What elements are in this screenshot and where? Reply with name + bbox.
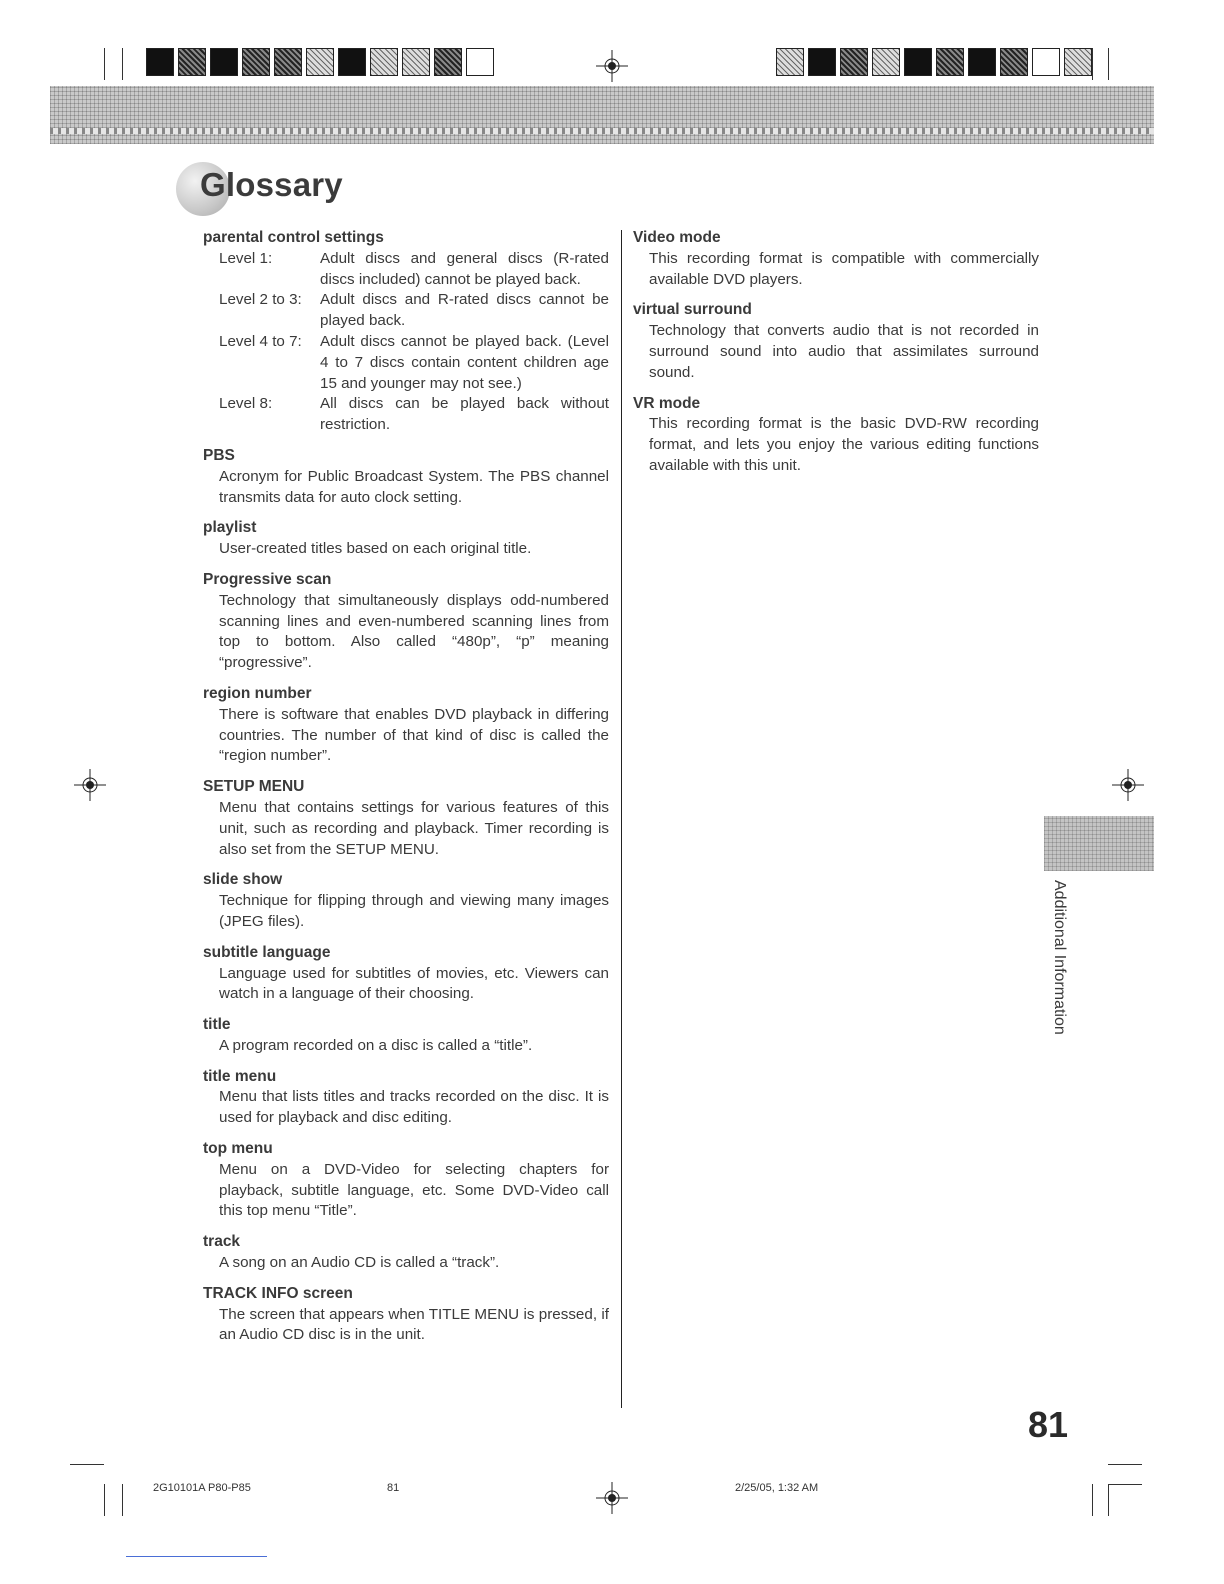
bottom-rule — [126, 1556, 267, 1557]
crop-mark — [70, 1464, 104, 1465]
level-text: Adult discs cannot be played back. (Level 4 to 7 discs contain content children age 15 and younger may not see.) — [320, 332, 609, 392]
registration-mark-icon — [594, 1480, 630, 1516]
level-row — [203, 290, 609, 332]
crop-mark — [104, 48, 105, 80]
glossary-term: virtual surround — [633, 301, 752, 319]
glossary-term: region number — [203, 684, 312, 702]
color-bar-left — [146, 48, 494, 74]
glossary-entry — [203, 1284, 609, 1346]
glossary-term: playlist — [203, 519, 257, 537]
registration-mark-icon — [594, 48, 630, 84]
glossary-definition: Menu that contains settings for various features of this unit, such as recording and playback. Timer recording is also set from the SETUP MENU. — [219, 798, 609, 858]
glossary-entry — [203, 870, 609, 932]
glossary-term: SETUP MENU — [203, 778, 305, 796]
glossary-term: Video mode — [633, 229, 721, 246]
side-tab-box — [1044, 816, 1154, 871]
glossary-term: parental control settings — [203, 229, 384, 246]
level-text: Adult discs and R-rated discs cannot be played back. — [320, 291, 609, 330]
glossary-entry — [203, 1015, 609, 1057]
level-label: Level 2 to 3: — [219, 291, 302, 309]
crop-mark — [122, 1484, 123, 1516]
glossary-term: PBS — [203, 446, 235, 464]
glossary-entry — [203, 1139, 609, 1222]
header-band — [50, 86, 1154, 144]
color-bar-right — [776, 48, 1092, 74]
glossary-entry — [633, 228, 1039, 290]
glossary-right-column — [633, 228, 1039, 487]
footer-timestamp: 2/25/05, 1:32 AM — [735, 1482, 819, 1494]
glossary-term: slide show — [203, 871, 283, 889]
glossary-definition: Menu that lists titles and tracks recorded on the disc. It is used for playback and disc editing. — [219, 1088, 609, 1127]
glossary-definition: Acronym for Public Broadcast System. The PBS channel transmits data for auto clock setting. — [219, 467, 609, 506]
level-row — [203, 332, 609, 394]
crop-mark — [104, 1484, 105, 1516]
crop-mark — [1092, 1484, 1093, 1516]
glossary-definition: A program recorded on a disc is called a “title”. — [219, 1036, 533, 1054]
glossary-term: title — [203, 1016, 231, 1034]
glossary-term: title menu — [203, 1067, 277, 1085]
crop-mark — [122, 48, 123, 80]
glossary-definition: Technique for flipping through and viewing many images (JPEG files). — [219, 892, 609, 930]
glossary-entry — [203, 1067, 609, 1129]
header-band-stripe — [50, 128, 1154, 134]
column-divider — [621, 230, 622, 1408]
registration-mark-icon — [1110, 767, 1146, 803]
glossary-term: track — [203, 1233, 241, 1251]
level-row — [203, 249, 609, 291]
crop-mark — [1108, 1484, 1142, 1485]
glossary-definition: This recording format is the basic DVD-RW recording format, and lets you enjoy the various editing functions available with this unit. — [649, 415, 1039, 474]
glossary-term: subtitle language — [203, 943, 331, 961]
level-text: Adult discs and general discs (R-rated discs included) cannot be played back. — [320, 249, 609, 288]
crop-mark — [1092, 48, 1093, 80]
level-label: Level 1: — [219, 249, 273, 267]
glossary-entry — [203, 943, 609, 1005]
glossary-definition: There is software that enables DVD playback in differing countries. The number of that kind of disc is called the “region number”. — [219, 705, 609, 765]
glossary-left-column — [203, 228, 609, 1356]
glossary-term: Progressive scan — [203, 570, 332, 588]
crop-mark — [1108, 1464, 1142, 1465]
glossary-definition: Technology that converts audio that is not recorded in surround sound into audio that assimilates surround sound. — [649, 322, 1039, 381]
glossary-entry — [203, 570, 609, 674]
glossary-definition: User-created titles based on each original title. — [219, 540, 532, 558]
level-text: All discs can be played back without restriction. — [320, 395, 609, 434]
crop-mark — [1108, 48, 1109, 80]
glossary-entry — [203, 1232, 609, 1274]
glossary-entry — [203, 684, 609, 767]
glossary-definition: Technology that simultaneously displays odd-numbered scanning lines and even-numbered scanning lines from top to bottom. Also called “480p”, “p” meaning “progressive”. — [219, 591, 609, 672]
glossary-entry — [633, 300, 1039, 383]
glossary-entry — [633, 394, 1039, 477]
side-tab-label: Additional Information — [1051, 880, 1068, 1035]
glossary-definition: This recording format is compatible with commercially available DVD players. — [649, 249, 1039, 288]
glossary-definition: Language used for subtitles of movies, etc. Viewers can watch in a language of their choosing. — [219, 964, 609, 1003]
footer-file-id: 2G10101A P80-P85 — [153, 1482, 251, 1494]
page-number: 81 — [1028, 1404, 1069, 1445]
crop-mark — [1108, 1484, 1109, 1516]
glossary-definition: The screen that appears when TITLE MENU is pressed, if an Audio CD disc is in the unit. — [219, 1305, 609, 1344]
page-title: Glossary — [200, 166, 343, 203]
glossary-term: TRACK INFO screen — [203, 1284, 353, 1302]
glossary-entry — [203, 228, 609, 436]
footer-page: 81 — [387, 1482, 400, 1494]
glossary-entry — [203, 446, 609, 508]
level-label: Level 4 to 7: — [219, 332, 302, 350]
glossary-entry — [203, 518, 609, 560]
glossary-definition: Menu on a DVD-Video for selecting chapters for playback, subtitle language, etc. Some DVD-Video call this top menu “Title”. — [219, 1160, 609, 1220]
glossary-term: VR mode — [633, 394, 701, 412]
glossary-term: top menu — [203, 1140, 273, 1158]
level-row — [203, 394, 609, 436]
registration-mark-icon — [72, 767, 108, 803]
glossary-definition: A song on an Audio CD is called a “track”. — [219, 1254, 500, 1272]
glossary-entry — [203, 777, 609, 860]
level-label: Level 8: — [219, 395, 273, 413]
